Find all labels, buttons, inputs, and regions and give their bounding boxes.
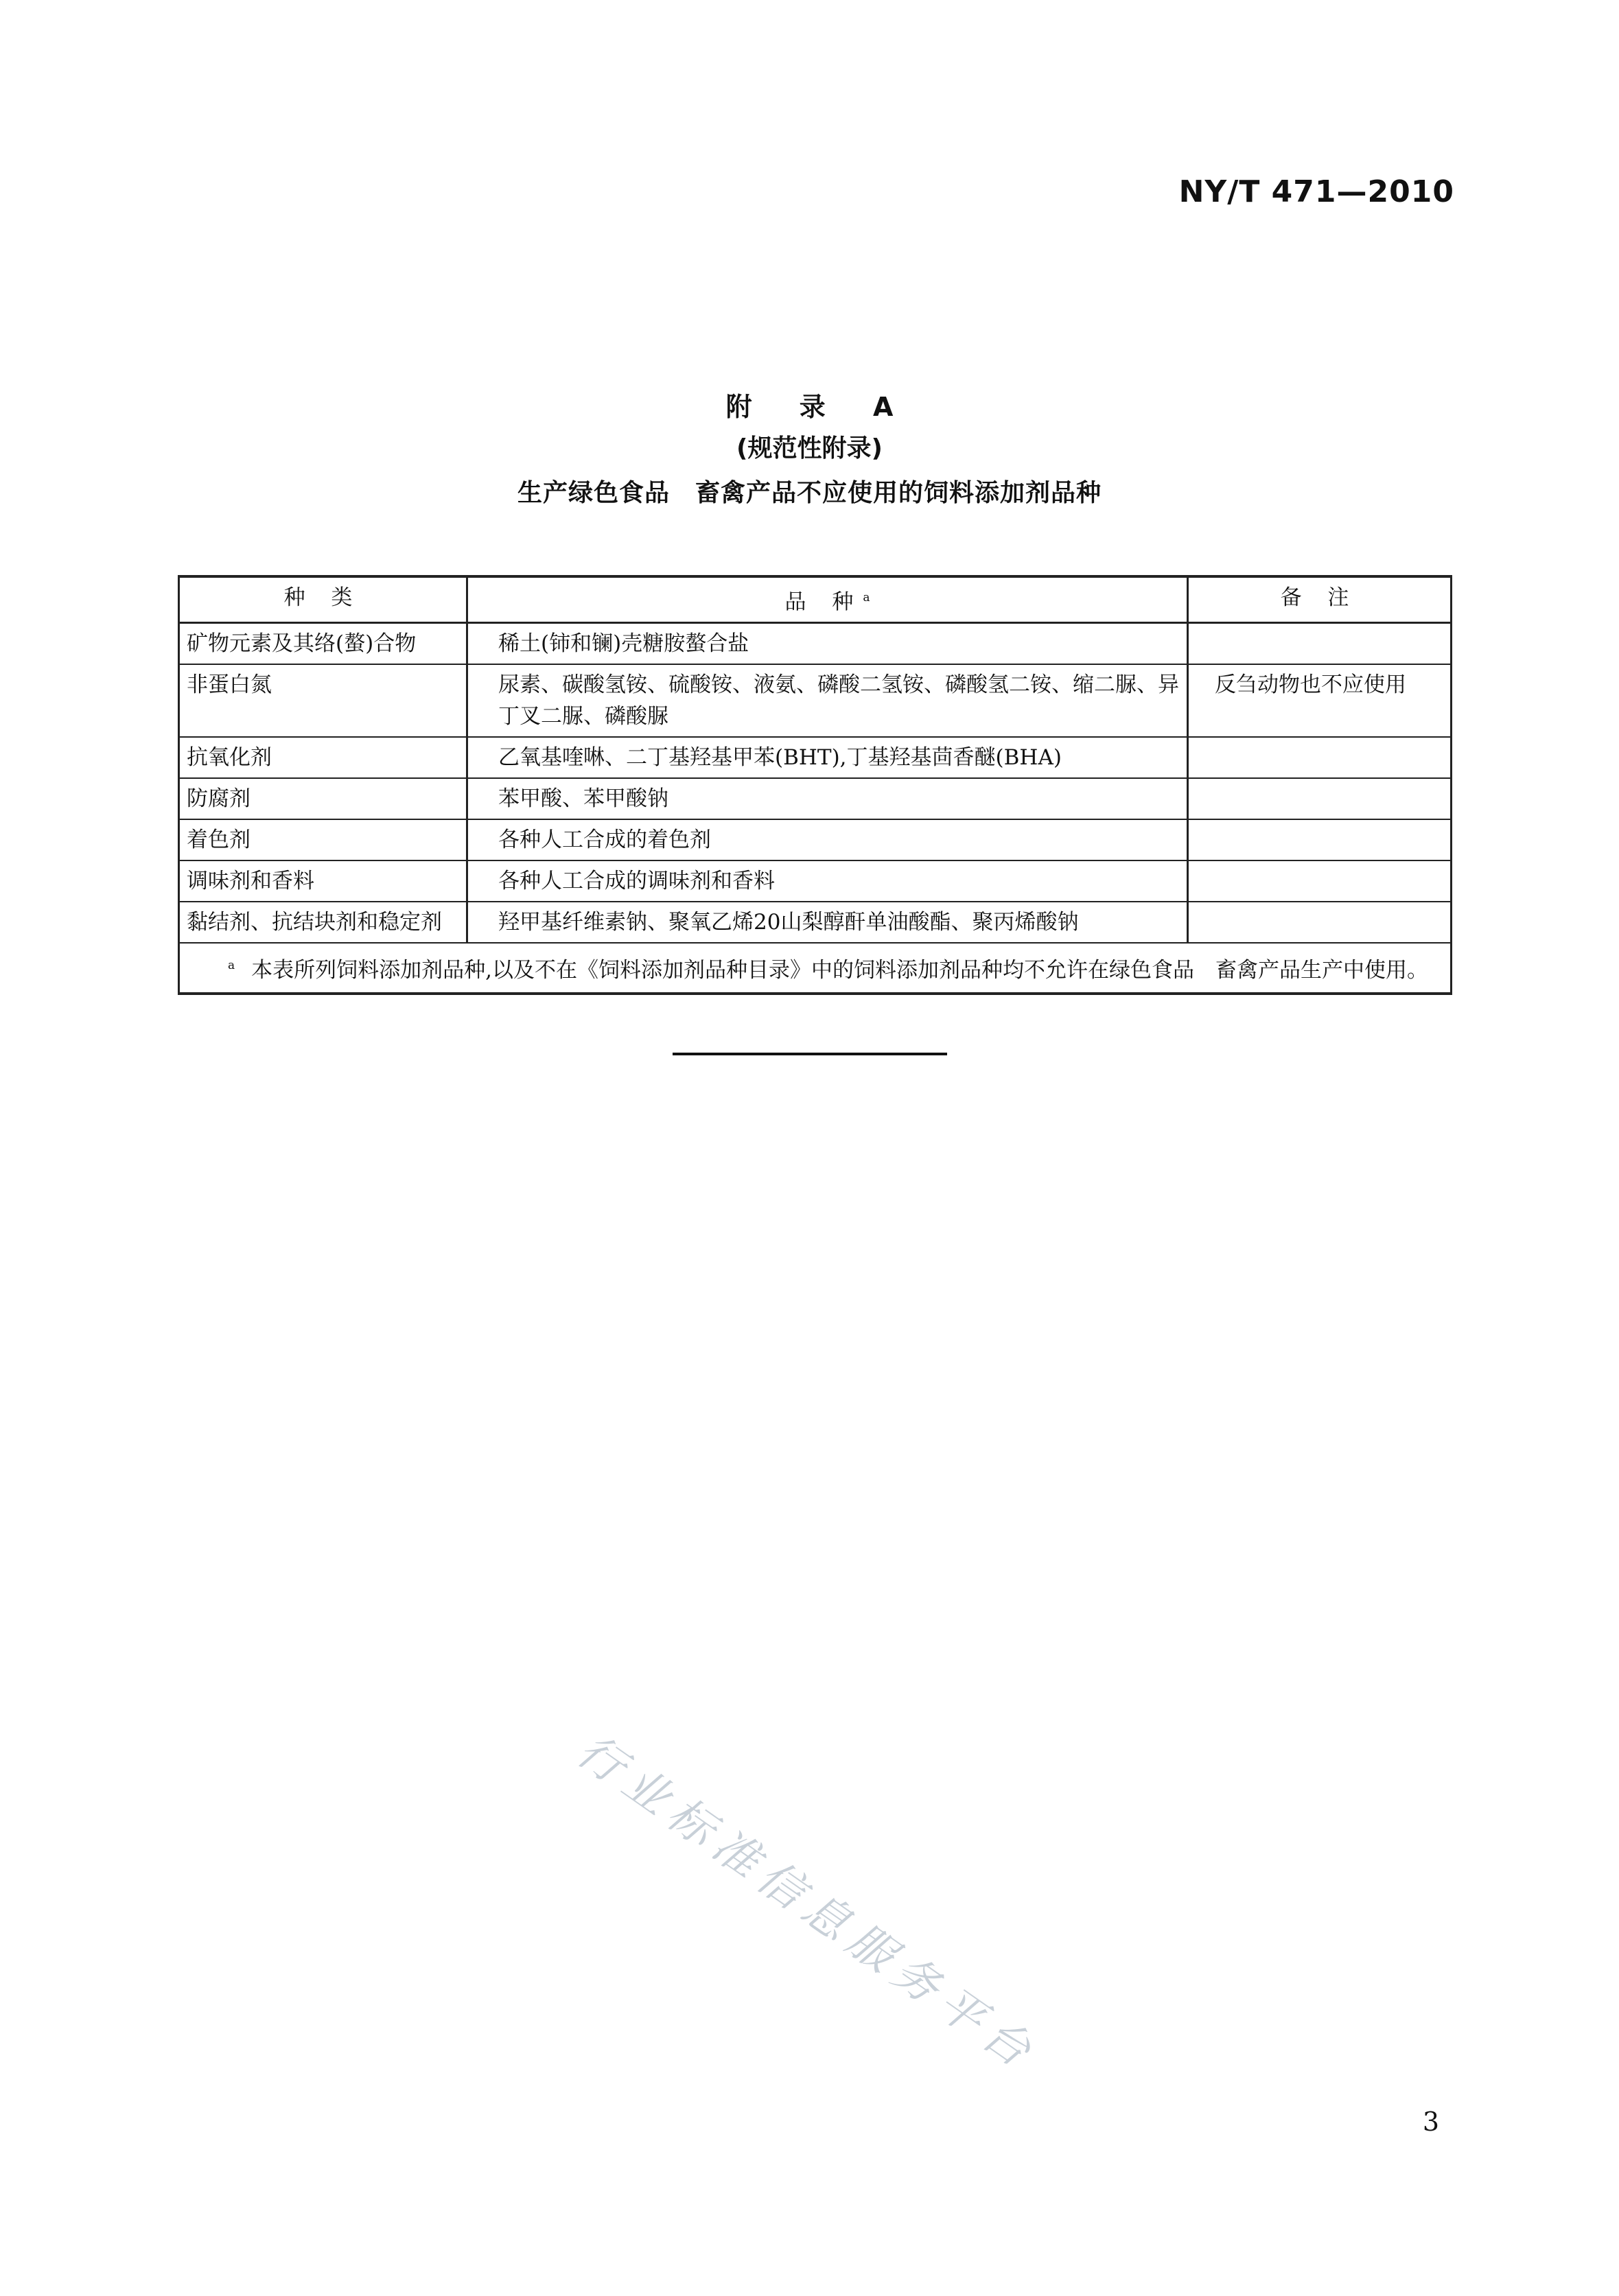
cell-remark	[1188, 623, 1452, 665]
additive-table	[178, 575, 1452, 995]
cell-remark	[1188, 860, 1452, 902]
table-body	[179, 623, 1452, 994]
end-rule	[673, 1053, 947, 1055]
cell-category: 非蛋白氮	[179, 664, 467, 737]
footnote-marker: a	[863, 591, 870, 605]
header-variety-label: 品 种	[784, 589, 863, 615]
cell-category: 调味剂和香料	[179, 860, 467, 902]
table-row	[179, 737, 1452, 778]
cell-variety: 各种人工合成的调味剂和香料	[467, 860, 1188, 902]
cell-remark: 反刍动物也不应使用	[1188, 664, 1452, 737]
footnote-marker: a	[228, 959, 235, 973]
page-number: 3	[1422, 2107, 1439, 2137]
table-row	[179, 902, 1452, 943]
cell-variety: 稀土(铈和镧)壳糖胺螯合盐	[467, 623, 1188, 665]
cell-variety: 苯甲酸、苯甲酸钠	[467, 778, 1188, 819]
cell-variety: 各种人工合成的着色剂	[467, 819, 1188, 860]
cell-variety: 尿素、碳酸氢铵、硫酸铵、液氨、磷酸二氢铵、磷酸氢二铵、缩二脲、异丁叉二脲、磷酸脲	[467, 664, 1188, 737]
table-row	[179, 860, 1452, 902]
cell-category: 着色剂	[179, 819, 467, 860]
footnote-cell	[179, 943, 1452, 993]
table-row	[179, 778, 1452, 819]
cell-remark	[1188, 819, 1452, 860]
cell-remark	[1188, 902, 1452, 943]
header-variety	[467, 576, 1188, 623]
table-row	[179, 623, 1452, 665]
cell-category: 防腐剂	[179, 778, 467, 819]
cell-remark	[1188, 737, 1452, 778]
cell-category: 矿物元素及其络(螯)合物	[179, 623, 467, 665]
footnote-row	[179, 943, 1452, 993]
header-category: 种 类	[179, 576, 467, 623]
annex-type: (规范性附录)	[736, 434, 883, 462]
header-remark: 备 注	[1188, 576, 1452, 623]
cell-remark	[1188, 778, 1452, 819]
cell-variety: 乙氧基喹啉、二丁基羟基甲苯(BHT),丁基羟基茴香醚(BHA)	[467, 737, 1188, 778]
watermark: 行业标准信息服务平台	[568, 1724, 1048, 2083]
table-row	[179, 819, 1452, 860]
table-row	[179, 664, 1452, 737]
footnote-text: 本表所列饲料添加剂品种,以及不在《饲料添加剂品种目录》中的饲料添加剂品种均不允许在绿色食品 畜禽产品生产中使用。	[251, 957, 1428, 983]
standard-code: NY/T 471—2010	[1178, 174, 1454, 209]
annex-title: 生产绿色食品 畜禽产品不应使用的饲料添加剂品种	[517, 479, 1102, 507]
cell-category: 黏结剂、抗结块剂和稳定剂	[179, 902, 467, 943]
cell-variety: 羟甲基纤维素钠、聚氧乙烯20山梨醇酐单油酸酯、聚丙烯酸钠	[467, 902, 1188, 943]
table-header-row	[179, 576, 1452, 623]
cell-category: 抗氧化剂	[179, 737, 467, 778]
annex-label: 附 录 A	[725, 392, 913, 422]
